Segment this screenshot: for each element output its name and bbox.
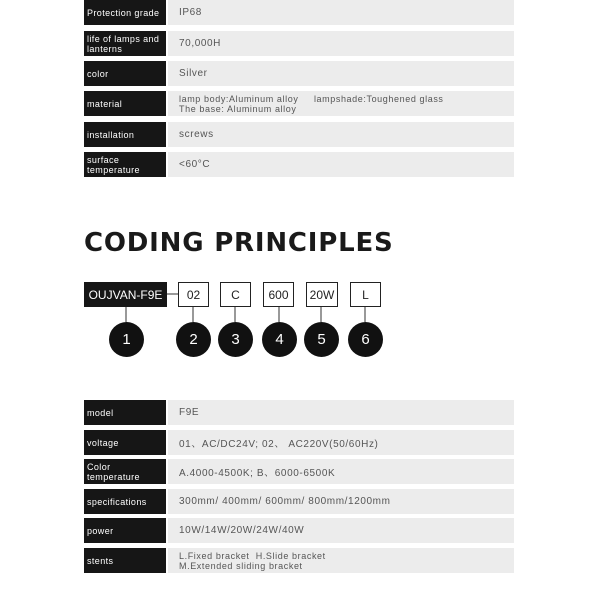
- code-box-length: 600: [263, 282, 294, 307]
- code-number-badge: 1: [109, 322, 144, 357]
- spec-value: screws: [168, 122, 514, 147]
- code-box-bracket: L: [350, 282, 381, 307]
- code-number-badge: 3: [218, 322, 253, 357]
- spec-value-line: L.Fixed bracket H.Slide bracket: [179, 550, 326, 561]
- spec-value: A.4000-4500K; B、6000-6500K: [168, 459, 514, 484]
- spec-row-specifications: [84, 489, 514, 514]
- spec-value: [168, 548, 514, 573]
- spec-key: voltage: [84, 430, 166, 455]
- spec-value: IP68: [168, 0, 514, 25]
- code-box-series: OUJVAN-F9E: [84, 282, 167, 307]
- code-number-badge: 6: [348, 322, 383, 357]
- code-box-power: 20W: [306, 282, 338, 307]
- spec-value-line: M.Extended sliding bracket: [179, 560, 303, 571]
- spec-value: 70,000H: [168, 31, 514, 56]
- spec-key: model: [84, 400, 166, 425]
- code-number-badge: 4: [262, 322, 297, 357]
- section-title: CODING PRINCIPLES: [84, 228, 394, 258]
- spec-value: 300mm/ 400mm/ 600mm/ 800mm/1200mm: [168, 489, 514, 514]
- spec-value: <60°C: [168, 152, 514, 177]
- spec-key: power: [84, 518, 166, 543]
- spec-key: life of lamps and lanterns: [84, 31, 166, 56]
- spec-row-voltage: [84, 430, 514, 455]
- spec-key: specifications: [84, 489, 166, 514]
- spec-row-stents: [84, 548, 514, 573]
- code-box-voltage: 02: [178, 282, 209, 307]
- code-number-badge: 5: [304, 322, 339, 357]
- spec-row-power: [84, 518, 514, 543]
- spec-value: F9E: [168, 400, 514, 425]
- spec-value: Silver: [168, 61, 514, 86]
- spec-key: installation: [84, 122, 166, 147]
- spec-row-model: [84, 400, 514, 425]
- code-box-color-temp: C: [220, 282, 251, 307]
- code-number-badge: 2: [176, 322, 211, 357]
- spec-key: surface temperature: [84, 152, 166, 177]
- spec-value: 01、AC/DC24V; 02、 AC220V(50/60Hz): [168, 430, 514, 455]
- spec-value-line: The base: Aluminum alloy: [179, 103, 297, 114]
- spec-key: color: [84, 61, 166, 86]
- spec-value: 10W/14W/20W/24W/40W: [168, 518, 514, 543]
- spec-key: Protection grade: [84, 0, 166, 25]
- spec-key: stents: [84, 548, 166, 573]
- spec-value-line: lamp body:Aluminum alloy lampshade:Toughened glass: [179, 93, 444, 104]
- spec-key: material: [84, 91, 166, 116]
- spec-key: Color temperature: [84, 459, 166, 484]
- spec-row-color-temperature: [84, 459, 514, 484]
